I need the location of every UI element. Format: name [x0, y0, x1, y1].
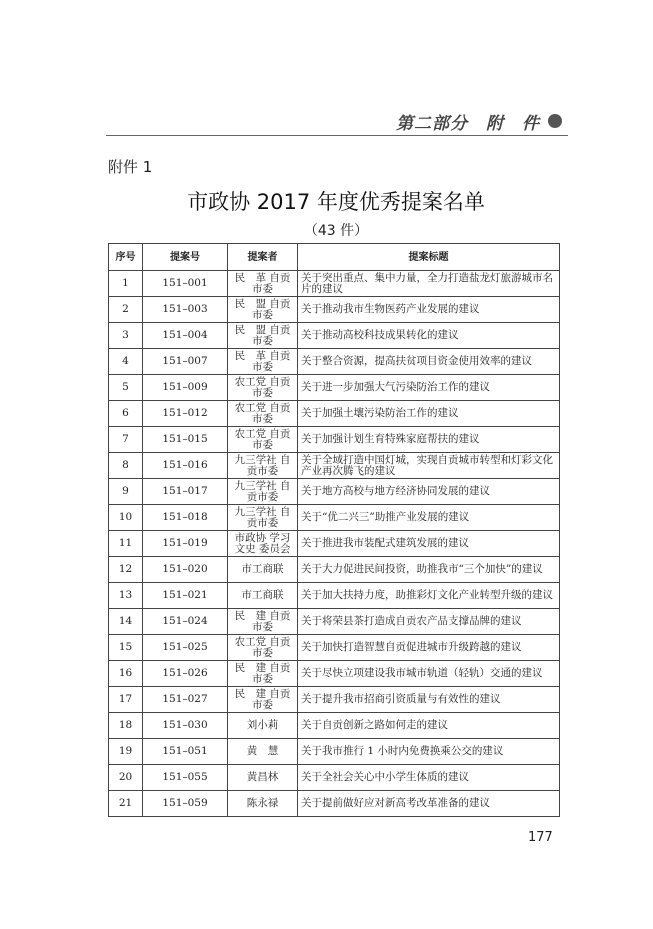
proposal-author: 农工党 自贡市委: [228, 375, 298, 401]
bullet-dot-icon: [548, 114, 562, 128]
proposal-id: 151–009: [143, 375, 228, 401]
column-header-id: 提案号: [143, 244, 228, 271]
proposal-id: 151–004: [143, 323, 228, 349]
proposal-author: 市工商联: [228, 583, 298, 609]
proposal-title: 关于地方高校与地方经济协同发展的建议: [298, 479, 560, 505]
proposal-table: [108, 243, 560, 817]
table-header-row: [109, 244, 560, 271]
proposal-title: 关于加强土壤污染防治工作的建议: [298, 401, 560, 427]
proposal-title: 关于我市推行 1 小时内免费换乘公交的建议: [298, 739, 560, 765]
table-row: [109, 349, 560, 375]
table-row: [109, 739, 560, 765]
proposal-author: 农工党 自贡市委: [228, 635, 298, 661]
proposal-title: 关于整合资源，提高扶贫项目资金使用效率的建议: [298, 349, 560, 375]
proposal-id: 151–015: [143, 427, 228, 453]
table-row: [109, 687, 560, 713]
table-row: [109, 401, 560, 427]
running-header: [106, 103, 568, 137]
proposal-title: 关于推动我市生物医药产业发展的建议: [298, 297, 560, 323]
row-number: 15: [109, 635, 143, 661]
attachment-label: 附件 1: [108, 158, 153, 176]
row-number: 16: [109, 661, 143, 687]
proposal-id: 151–055: [143, 765, 228, 791]
proposal-title: 关于加大扶持力度，助推彩灯文化产业转型升级的建议: [298, 583, 560, 609]
table-row: [109, 375, 560, 401]
proposal-author: 黄 慧: [228, 739, 298, 765]
row-number: 13: [109, 583, 143, 609]
proposal-author: 民 革 自贡市委: [228, 271, 298, 297]
row-number: 1: [109, 271, 143, 297]
row-number: 8: [109, 453, 143, 479]
proposal-author: 民 建 自贡市委: [228, 609, 298, 635]
proposal-title: 关于提前做好应对新高考改革准备的建议: [298, 791, 560, 817]
table-row: [109, 713, 560, 739]
row-number: 3: [109, 323, 143, 349]
row-number: 17: [109, 687, 143, 713]
row-number: 2: [109, 297, 143, 323]
proposal-title: 关于加快打造智慧自贡促进城市升级跨越的建议: [298, 635, 560, 661]
proposal-id: 151–012: [143, 401, 228, 427]
proposal-title: 关于将荣县茶打造成自贡农产品支撑品牌的建议: [298, 609, 560, 635]
row-number: 4: [109, 349, 143, 375]
proposal-id: 151–024: [143, 609, 228, 635]
table-row: [109, 531, 560, 557]
proposal-id: 151–051: [143, 739, 228, 765]
table-row: [109, 765, 560, 791]
row-number: 5: [109, 375, 143, 401]
column-header-num: 序号: [109, 244, 143, 271]
proposal-id: 151–025: [143, 635, 228, 661]
row-number: 18: [109, 713, 143, 739]
header-rule: [106, 135, 568, 136]
proposal-title: 关于推进我市装配式建筑发展的建议: [298, 531, 560, 557]
proposal-title: 关于自贡创新之路如何走的建议: [298, 713, 560, 739]
table-row: [109, 661, 560, 687]
proposal-author: 陈永禄: [228, 791, 298, 817]
row-number: 11: [109, 531, 143, 557]
column-header-title: 提案标题: [298, 244, 560, 271]
proposal-author: 九三学社 自贡市委: [228, 479, 298, 505]
proposal-author: 民 盟 自贡市委: [228, 297, 298, 323]
row-number: 12: [109, 557, 143, 583]
table-row: [109, 635, 560, 661]
table-row: [109, 557, 560, 583]
proposal-title: 关于全社会关心中小学生体质的建议: [298, 765, 560, 791]
proposal-id: 151–003: [143, 297, 228, 323]
document-count: （43 件）: [303, 223, 369, 239]
row-number: 9: [109, 479, 143, 505]
proposal-title: 关于大力促进民间投资，助推我市“三个加快”的建议: [298, 557, 560, 583]
table-row: [109, 791, 560, 817]
proposal-id: 151–007: [143, 349, 228, 375]
proposal-title: 关于进一步加强大气污染防治工作的建议: [298, 375, 560, 401]
table-row: [109, 583, 560, 609]
proposal-title: 关于全域打造中国灯城，实现自贡城市转型和灯彩文化产业再次腾飞的建议: [298, 453, 560, 479]
column-header-author: 提案者: [228, 244, 298, 271]
table-row: [109, 427, 560, 453]
proposal-title: 关于“优二兴三”助推产业发展的建议: [298, 505, 560, 531]
proposal-id: 151–026: [143, 661, 228, 687]
table-row: [109, 323, 560, 349]
proposal-id: 151–016: [143, 453, 228, 479]
proposal-author: 刘小莉: [228, 713, 298, 739]
proposal-id: 151–021: [143, 583, 228, 609]
proposal-id: 151–030: [143, 713, 228, 739]
proposal-title: 关于推动高校科技成果转化的建议: [298, 323, 560, 349]
proposal-id: 151–018: [143, 505, 228, 531]
row-number: 7: [109, 427, 143, 453]
row-number: 20: [109, 765, 143, 791]
proposal-author: 九三学社 自贡市委: [228, 505, 298, 531]
document-title: 市政协 2017 年度优秀提案名单: [187, 190, 485, 214]
section-title: 第二部分 附 件: [396, 114, 540, 134]
proposal-title: 关于尽快立项建设我市城市轨道（轻轨）交通的建议: [298, 661, 560, 687]
proposal-id: 151–020: [143, 557, 228, 583]
row-number: 6: [109, 401, 143, 427]
table-row: [109, 271, 560, 297]
row-number: 19: [109, 739, 143, 765]
proposal-id: 151–059: [143, 791, 228, 817]
proposal-author: 农工党 自贡市委: [228, 427, 298, 453]
proposal-author: 民 盟 自贡市委: [228, 323, 298, 349]
proposal-author: 市政协 学习文史 委员会: [228, 531, 298, 557]
proposal-title: 关于突出重点、集中力量，全力打造盐龙灯旅游城市名片的建议: [298, 271, 560, 297]
row-number: 21: [109, 791, 143, 817]
table-row: [109, 297, 560, 323]
table-row: [109, 609, 560, 635]
proposal-id: 151–017: [143, 479, 228, 505]
proposal-author: 民 建 自贡市委: [228, 661, 298, 687]
proposal-author: 黄昌林: [228, 765, 298, 791]
proposal-id: 151–001: [143, 271, 228, 297]
proposal-author: 民 革 自贡市委: [228, 349, 298, 375]
proposal-author: 民 建 自贡市委: [228, 687, 298, 713]
table-row: [109, 505, 560, 531]
proposal-id: 151–027: [143, 687, 228, 713]
page-number: 177: [528, 830, 553, 845]
table-row: [109, 479, 560, 505]
table-row: [109, 453, 560, 479]
proposal-author: 农工党 自贡市委: [228, 401, 298, 427]
proposal-author: 市工商联: [228, 557, 298, 583]
row-number: 14: [109, 609, 143, 635]
proposal-id: 151–019: [143, 531, 228, 557]
proposal-title: 关于加强计划生育特殊家庭帮扶的建议: [298, 427, 560, 453]
row-number: 10: [109, 505, 143, 531]
proposal-author: 九三学社 自贡市委: [228, 453, 298, 479]
proposal-title: 关于提升我市招商引资质量与有效性的建议: [298, 687, 560, 713]
